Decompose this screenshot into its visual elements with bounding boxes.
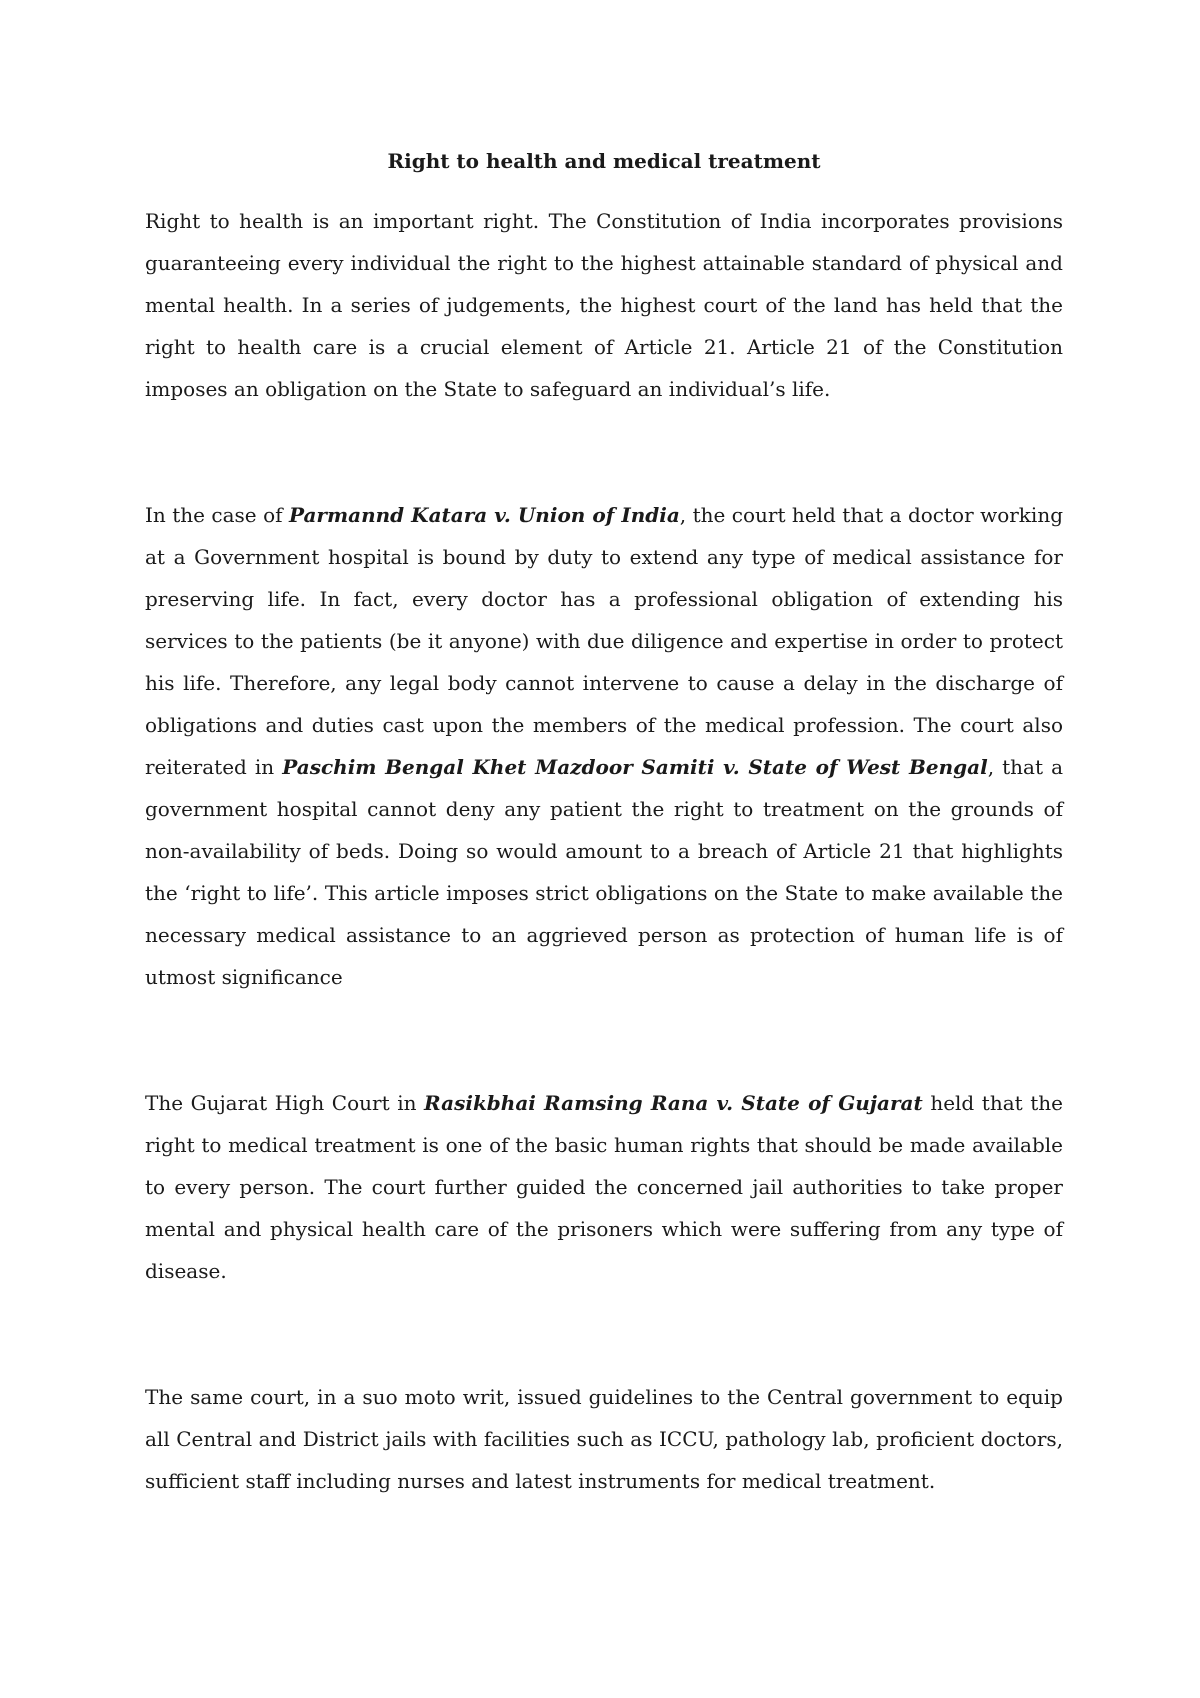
paragraph-text: , the court held that a doctor working at a Government hospital is bound by duty to extend any type of medical assistance for preserving life. In fact, every doctor has a professional obligation of extending his services to the patients (be it anyone) with due diligence and expertise in order to protect his life. Therefore, any legal body cannot intervene to cause a delay in the discharge of obligations and duties cast upon the members of the medical profession. The court also reiterated in	[145, 503, 1063, 779]
paragraph-gujarat-high-court	[145, 1082, 1063, 1292]
paragraph-text: In the case of	[145, 503, 289, 527]
case-name-parmannd-katara: Parmannd Katara v. Union of India	[288, 503, 680, 527]
paragraph-text: held that the right to medical treatment is one of the basic human rights that should be made available to every person. The court further guided the concerned jail authorities to take proper mental and physical health care of the prisoners which were suffering from any type of disease.	[145, 1091, 1064, 1283]
document-body	[145, 140, 1063, 1502]
document-title: Right to health and medical treatment	[387, 149, 821, 173]
paragraph-text: The Gujarat High Court in	[145, 1091, 425, 1115]
case-name-paschim-bengal: Paschim Bengal Khet Mazdoor Samiti v. State of West Bengal	[282, 755, 988, 779]
paragraph-right-to-health: Right to health is an important right. The Constitution of India incorporates provisions guaranteeing every individual the right to the highest attainable standard of physical and mental health. In a series of judgements, the highest court of the land has held that the right to health care is a crucial element of Article 21. Article 21 of the Constitution imposes an obligation on the State to safeguard an individual’s life.	[145, 209, 1063, 401]
case-name-rasikbhai-ramsing-rana: Rasikbhai Ramsing Rana v. State of Gujarat	[424, 1091, 923, 1115]
paragraph-parmannd-katara	[145, 494, 1063, 998]
paragraph-text: , that a government hospital cannot deny any patient the right to treatment on the grounds of non-availability of beds. Doing so would amount to a breach of Article 21 that highlights the ‘right to life’. This article imposes strict obligations on the State to make available the necessary medical assistance to an aggrieved person as protection of human life is of utmost significance	[145, 755, 1063, 989]
paragraph-suo-moto-writ: The same court, in a suo moto writ, issued guidelines to the Central government to equip all Central and District jails with facilities such as ICCU, pathology lab, proficient doctors, sufficient staff including nurses and latest instruments for medical treatment.	[145, 1385, 1063, 1493]
